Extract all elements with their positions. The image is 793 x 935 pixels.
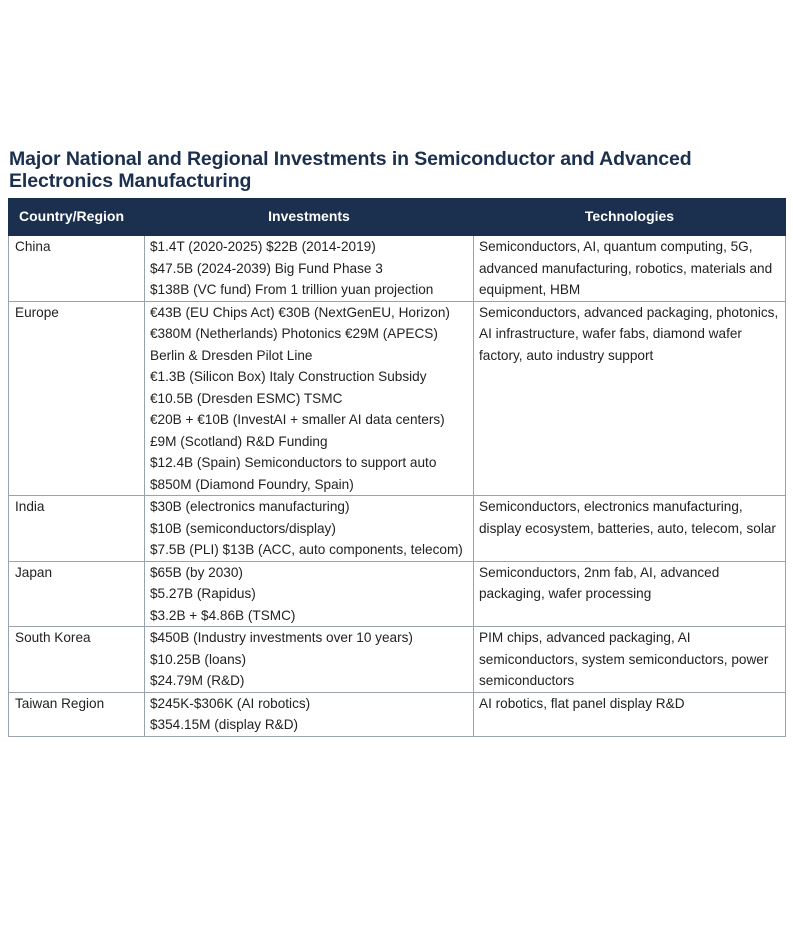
technologies-cell [474,236,786,302]
country-cell: China [9,236,145,302]
investment-line: $10.25B (loans) [150,651,246,667]
technologies-text: Semiconductors, electronics manufacturing, display ecosystem, batteries, auto, telecom, solar [479,499,776,536]
investment-line: $3.2B + $4.86B (TSMC) [150,607,296,623]
technologies-text: Semiconductors, 2nm fab, AI, advanced packaging, wafer processing [479,564,720,601]
investment-line: $850M (Diamond Foundry, Spain) [150,476,354,492]
table-row [9,561,786,627]
investments-cell [145,692,474,736]
investments-cell [145,561,474,627]
technologies-text: AI robotics, flat panel display R&D [479,695,685,711]
country-cell: Taiwan Region [9,692,145,736]
technologies-text: Semiconductors, advanced packaging, photonics, AI infrastructure, wafer fabs, diamond wafer factory, auto industry support [479,304,779,363]
investments-cell [145,496,474,562]
investment-line: €1.3B (Silicon Box) Italy Construction Subsidy [150,369,427,384]
country-cell: South Korea [9,627,145,693]
table-row [9,496,786,562]
investments-cell [145,236,474,302]
investment-line: $1.4T (2020-2025) $22B (2014-2019) [150,239,376,254]
investment-line: $450B (Industry investments over 10 years) [150,630,413,645]
investment-line: Berlin & Dresden Pilot Line [150,347,313,363]
investment-line: $7.5B (PLI) $13B (ACC, auto components, telecom) [150,542,463,557]
country-cell: India [9,496,145,562]
investment-line: $12.4B (Spain) Semiconductors to support auto [150,455,437,470]
technologies-cell [474,561,786,627]
investment-line: $47.5B (2024-2039) Big Fund Phase 3 [150,260,383,276]
investment-line: €20B + €10B (InvestAI + smaller AI data centers) [150,412,445,427]
investment-line: $24.79M (R&D) [150,673,245,688]
investment-line: $5.27B (Rapidus) [150,586,256,601]
investment-line: $10B (semiconductors/display) [150,520,336,536]
table-header [9,199,786,236]
page-title: Major National and Regional Investments in Semiconductor and Advanced Electronics Manufacturing [9,148,692,192]
investment-line: $138B (VC fund) From 1 trillion yuan projection [150,282,434,297]
investment-line: €43B (EU Chips Act) €30B (NextGenEU, Horizon) [150,304,450,320]
investment-line: $354.15M (display R&D) [150,717,299,732]
technologies-cell [474,692,786,736]
investments-table [8,198,786,737]
header-technologies: Technologies [474,199,786,236]
table-body [9,236,786,737]
investment-line: $245K-$306K (AI robotics) [150,695,311,711]
table-row [9,236,786,302]
investment-line: £9M (Scotland) R&D Funding [150,433,328,449]
investment-line: $65B (by 2030) [150,564,243,580]
investments-cell [145,627,474,693]
investment-line: $30B (electronics manufacturing) [150,499,350,514]
technologies-cell [474,627,786,693]
investments-cell [145,301,474,496]
table-row [9,301,786,496]
investment-line: €380M (Netherlands) Photonics €29M (APECS) [150,326,438,341]
table-row [9,692,786,736]
technologies-cell [474,301,786,496]
table-row [9,627,786,693]
header-country: Country/Region [9,199,145,236]
technologies-cell [474,496,786,562]
technologies-text: Semiconductors, AI, quantum computing, 5G, advanced manufacturing, robotics, materials and equipment, HBM [479,239,773,297]
country-cell: Europe [9,301,145,496]
country-cell: Japan [9,561,145,627]
technologies-text: PIM chips, advanced packaging, AI semiconductors, system semiconductors, power semiconductors [479,630,769,688]
header-investments: Investments [145,199,474,236]
investment-line: €10.5B (Dresden ESMC) TSMC [150,390,343,406]
